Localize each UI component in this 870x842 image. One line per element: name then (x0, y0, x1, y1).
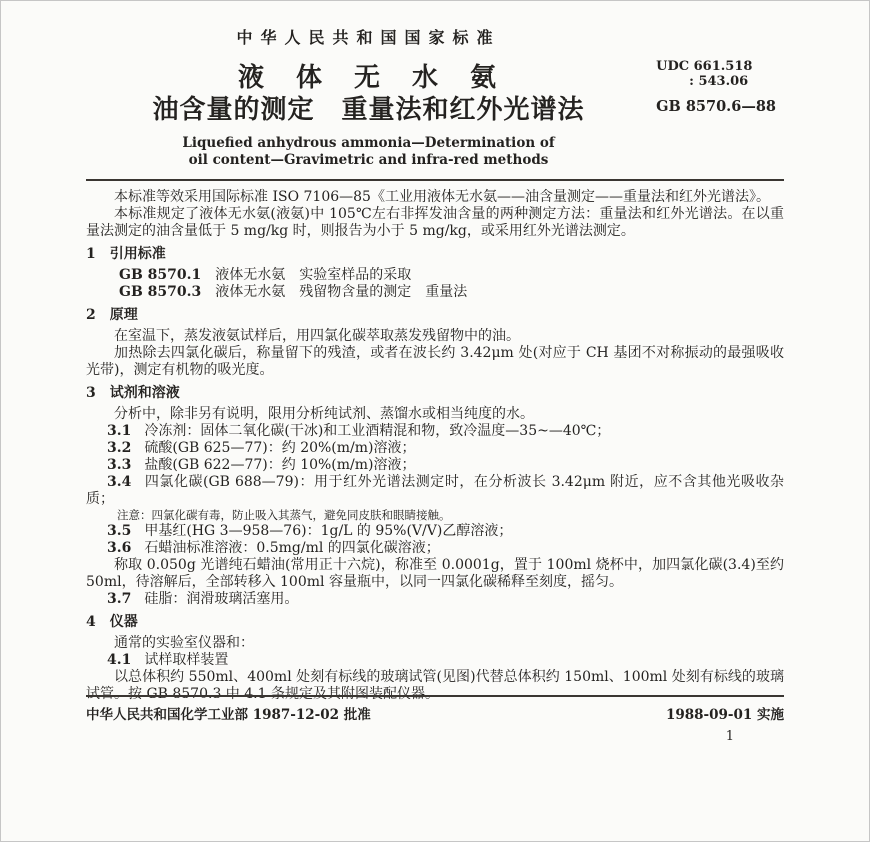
clause-3-3 (86, 457, 784, 474)
clause-number: 3.2 (107, 440, 132, 456)
title-english-line1: Liquefied anhydrous ammonia—Determination of (182, 135, 555, 151)
clause-3-7 (86, 591, 784, 608)
clause-text: 四氯化碳(GB 688—79)：用于红外光谱法测定时，在分析波长 3.42μm 附近，应不含其他光吸收杂质； (86, 474, 784, 507)
udc-standard-code-block (656, 59, 776, 115)
footer-approval-row (86, 697, 784, 723)
section-4-title: 仪器 (109, 614, 138, 630)
clause-number: 4.1 (107, 652, 132, 668)
clause-text: 试样取样装置 (144, 652, 229, 668)
clause-text: 石蜡油标准溶液：0.5mg/ml 的四氯化碳溶液； (144, 540, 440, 556)
section-2-paragraph-2: 加热除去四氯化碳后，称量留下的残渣，或者在波长约 3.42μm 处(对应于 CH 基团不对称振动的最强吸收光带)，测定有机物的吸光度。 (86, 345, 784, 378)
clause-text: 冷冻剂：固体二氧化碳(干冰)和工业酒精混和物，致冷温度—35~—40℃； (144, 423, 611, 439)
reference-text: 液体无水氨 实验室样品的采取 (215, 267, 412, 283)
section-3-intro: 分析中，除非另有说明，限用分析纯试剂、蒸馏水或相当纯度的水。 (114, 406, 534, 422)
section-4-number: 4 (86, 614, 96, 630)
clause-3-4 (86, 474, 784, 508)
reference-code: GB 8570.3 (119, 284, 202, 300)
document-header (86, 25, 784, 169)
section-2-title: 原理 (109, 307, 138, 323)
standard-number: GB 8570.6—88 (656, 98, 776, 115)
section-2-number: 2 (86, 307, 96, 323)
clause-text: 盐酸(GB 622—77)：约 10%(m/m)溶液； (144, 457, 416, 473)
safety-note: 注意：四氯化碳有毒，防止吸入其蒸气，避免同皮肤和眼睛接触。 (117, 508, 451, 522)
header-title-block (86, 25, 651, 169)
title-chinese-line2: 油含量的测定 重量法和红外光谱法 (152, 95, 585, 125)
clause-number: 3.6 (107, 540, 132, 556)
clause-3-6-procedure: 称取 0.050g 光谱纯石蜡油(常用正十六烷)，称准至 0.0001g，置于 100ml 烧杯中，加四氯化碳(3.4)至约 50ml，待溶解后，全部转移入 100ml 容量瓶中，以同一四氯化碳稀释至刻度，摇匀。 (86, 557, 784, 590)
clause-number: 3.4 (107, 474, 132, 490)
title-english-line2: oil content—Gravimetric and infra-red methods (188, 152, 549, 168)
reference-code: GB 8570.1 (119, 267, 202, 283)
clause-number: 3.3 (107, 457, 132, 473)
reference-line (86, 284, 784, 301)
section-4-heading (86, 614, 784, 631)
page-number: 1 (725, 729, 734, 744)
clause-text: 甲基红(HG 3—958—76)：1g/L 的 95%(V/V)乙醇溶液； (144, 523, 513, 539)
section-1-heading (86, 246, 784, 263)
clause-number: 3.1 (107, 423, 132, 439)
clause-text: 硅脂：润滑玻璃活塞用。 (144, 591, 299, 607)
document-body (86, 189, 784, 703)
section-3-heading (86, 385, 784, 402)
section-2-heading (86, 307, 784, 324)
reference-line (86, 267, 784, 284)
clause-4-1-paragraph: 以总体积约 550ml、400ml 处刻有标线的玻璃试管(见图)代替总体积约 150ml、100ml 处刻有标线的玻璃试管。按 GB 8570.3 中 4.1 条规定及其附图装配仪器。 (86, 669, 784, 702)
implementation-date: 1988-09-01 实施 (665, 707, 784, 723)
title-english (86, 135, 651, 169)
section-1-title: 引用标准 (109, 246, 166, 262)
udc-number-line1: UDC 661.518 (656, 59, 753, 74)
document-footer (86, 695, 784, 744)
header-divider (86, 179, 784, 181)
section-3-number: 3 (86, 385, 96, 401)
clause-text: 硫酸(GB 625—77)：约 20%(m/m)溶液； (144, 440, 416, 456)
clause-3-1 (86, 423, 784, 440)
section-3-title: 试剂和溶液 (109, 385, 180, 401)
clause-3-5 (86, 523, 784, 540)
clause-4-1 (86, 652, 784, 669)
clause-number: 3.7 (107, 591, 132, 607)
national-standard-label: 中华人民共和国国家标准 (236, 28, 501, 47)
clause-number: 3.5 (107, 523, 132, 539)
udc-number-line2: : 543.06 (689, 74, 749, 89)
title-chinese-line1: 液 体 无 水 氨 (237, 63, 499, 93)
section-2-paragraph-1: 在室温下，蒸发液氨试样后，用四氯化碳萃取蒸发残留物中的油。 (114, 328, 520, 344)
section-4-intro: 通常的实验室仪器和： (114, 635, 254, 651)
clause-3-6 (86, 540, 784, 557)
section-1-number: 1 (86, 246, 96, 262)
approval-statement: 中华人民共和国化学工业部 1987-12-02 批准 (86, 707, 371, 723)
foreword-paragraph-1: 本标准等效采用国际标准 ISO 7106—85《工业用液体无水氨——油含量测定——重量法和红外光谱法》。 (114, 189, 770, 205)
foreword-paragraph-2: 本标准规定了液体无水氨(液氨)中 105℃左右非挥发油含量的两种测定方法：重量法和红外光谱法。在以重量法测定的油含量低于 5 mg/kg 时，则报告为小于 5 mg/kg，或采用红外光谱法测定。 (86, 206, 784, 239)
reference-text: 液体无水氨 残留物含量的测定 重量法 (215, 284, 468, 300)
clause-3-2 (86, 440, 784, 457)
